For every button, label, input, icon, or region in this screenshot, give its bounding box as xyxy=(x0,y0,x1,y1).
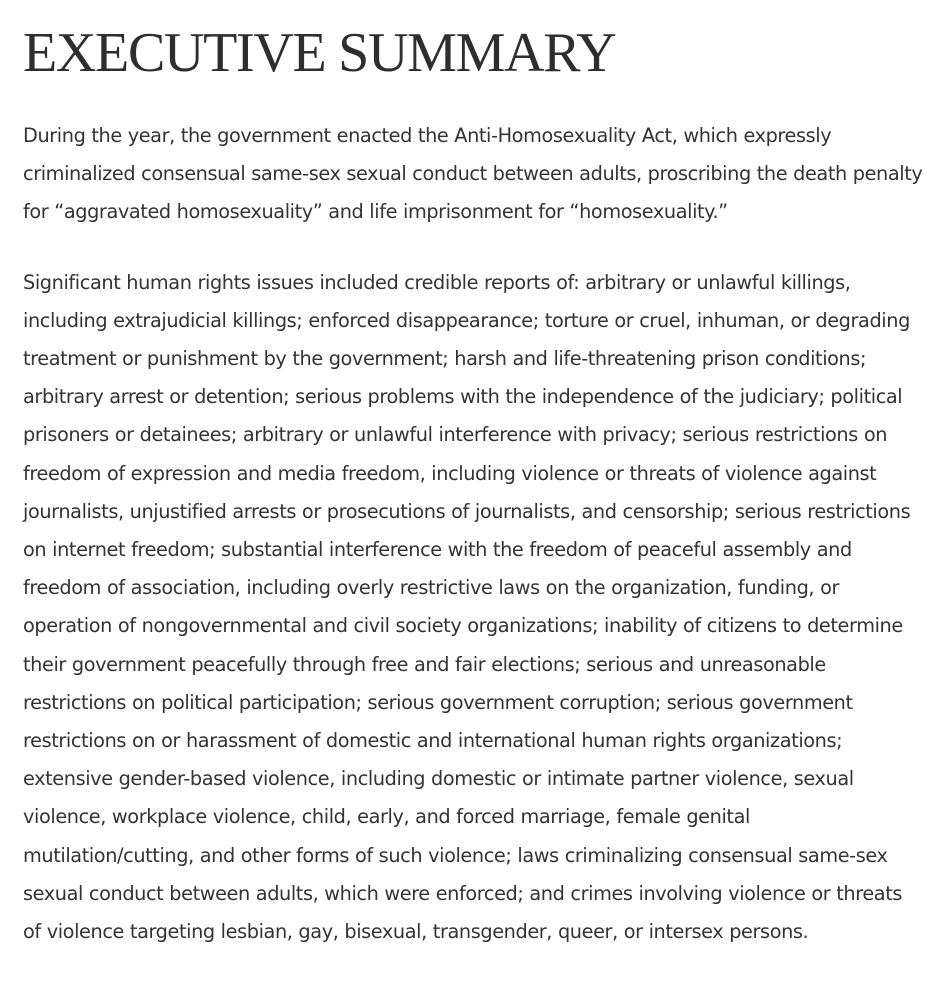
page-title: EXECUTIVE SUMMARY xyxy=(23,22,616,84)
summary-paragraph-1: During the year, the government enacted the Anti-Homosexuality Act, which expressly criminalized consensual same-sex sexual conduct between adults, proscribing the death penalty for “aggravated homosexuality” and life imprisonment for “homosexuality.” xyxy=(23,124,923,224)
summary-paragraph-2: Significant human rights issues included credible reports of: arbitrary or unlawful killings, including extrajudicial killings; enforced disappearance; torture or cruel, inhuman, or degrading treatment or punishment by the government; harsh and life-threatening prison conditions; arbitrary arrest or detention; serious problems with the independence of the judiciary; political prisoners or detainees; arbitrary or unlawful interference with privacy; serious restrictions on freedom of expression and media freedom, including violence or threats of violence against journalists, unjustified arrests or prosecutions of journalists, and censorship; serious restrictions on internet freedom; substantial interference with the freedom of peaceful assembly and freedom of association, including overly restrictive laws on the organization, funding, or operation of nongovernmental and civil society organizations; inability of citizens to determine their government peacefully through free and fair elections; serious and unreasonable restrictions on political participation; serious government corruption; serious government restrictions on or harassment of domestic and international human rights organizations; extensive gender-based violence, including domestic or intimate partner violence, sexual violence, workplace violence, child, early, and forced marriage, female genital mutilation/cutting, and other forms of such violence; laws criminalizing consensual same-sex sexual conduct between adults, which were enforced; and crimes involving violence or threats of violence targeting lesbian, gay, bisexual, transgender, queer, or intersex persons. xyxy=(23,270,911,944)
document-body xyxy=(23,0,923,951)
